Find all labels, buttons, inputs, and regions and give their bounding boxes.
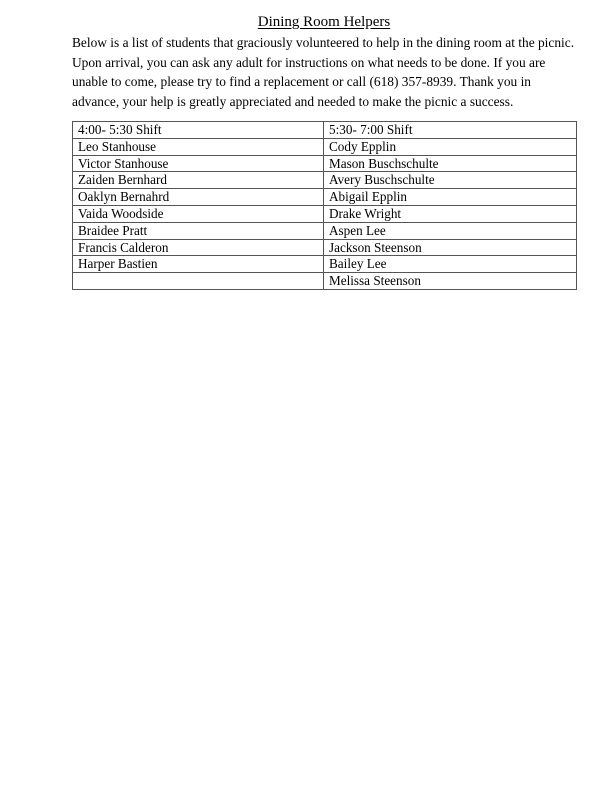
shift-2-cell: Melissa Steenson: [324, 273, 577, 290]
page-title: Dining Room Helpers: [257, 14, 391, 30]
shift-1-cell: Francis Calderon: [73, 239, 324, 256]
shift-2-cell: Cody Epplin: [324, 138, 577, 155]
shift-1-cell: Harper Bastien: [73, 256, 324, 273]
shift-2-cell: Drake Wright: [324, 205, 577, 222]
table-row: [73, 222, 577, 239]
shift-2-cell: Avery Buschschulte: [324, 172, 577, 189]
shift-2-cell: Mason Buschschulte: [324, 155, 577, 172]
shift-1-cell: [73, 273, 324, 290]
shift-2-cell: Aspen Lee: [324, 222, 577, 239]
shift-1-cell: Vaida Woodside: [73, 205, 324, 222]
shift-1-cell: Braidee Pratt: [73, 222, 324, 239]
table-row: [73, 239, 577, 256]
shift-2-cell: Jackson Steenson: [324, 239, 577, 256]
shift-1-cell: Leo Stanhouse: [73, 138, 324, 155]
helpers-table: [72, 121, 577, 290]
table-row: [73, 273, 577, 290]
table-header-row: [73, 122, 577, 139]
shift-2-cell: Bailey Lee: [324, 256, 577, 273]
shift-1-cell: Oaklyn Bernahrd: [73, 189, 324, 206]
shift-1-cell: Zaiden Bernhard: [73, 172, 324, 189]
table-row: [73, 256, 577, 273]
shift-1-cell: Victor Stanhouse: [73, 155, 324, 172]
shift-2-header: 5:30- 7:00 Shift: [324, 122, 577, 139]
intro-paragraph: Below is a list of students that graciously volunteered to help in the dining room at the picnic. Upon arrival, you can ask any adult for instructions on what needs to be done. If you are unable to come, please try to find a replacement or call (618) 357-8939. Thank you in advance, your help is greatly appreciated and needed to make the picnic a success.: [72, 35, 575, 109]
table-row: [73, 189, 577, 206]
table-row: [73, 138, 577, 155]
table-row: [73, 205, 577, 222]
shift-1-header: 4:00- 5:30 Shift: [73, 122, 324, 139]
table-row: [73, 155, 577, 172]
shift-2-cell: Abigail Epplin: [324, 189, 577, 206]
table-row: [73, 172, 577, 189]
